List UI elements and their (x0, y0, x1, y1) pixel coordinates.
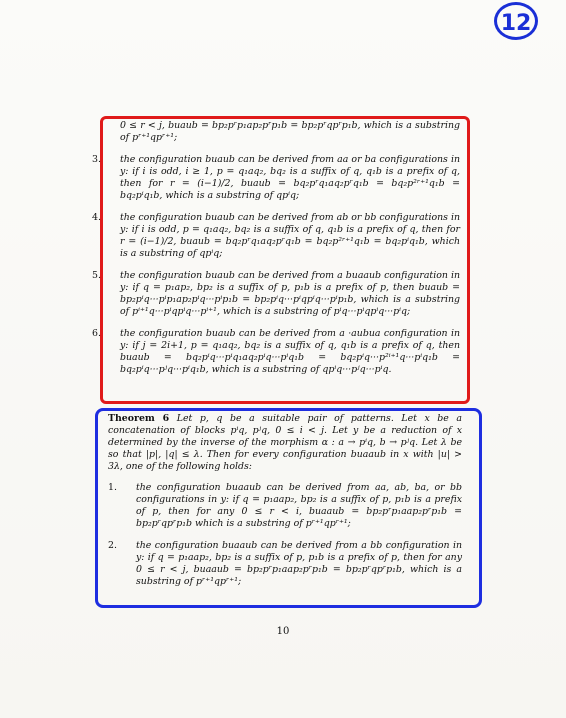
theorem-case-1: 1. the configuration buaaub can be derived from aa, ab, ba, or bb configurations in y: if q = p₁aap₂, bp₂ is a suffix of p, p₁b is a prefix of p, then for any 0 ≤ r < i, buaaub = bp₂pʳp₁aap₂pʳp₁b = bp₂pʳqpʳp₁b which is a substring of pʳ⁺¹qpʳ⁺¹; (108, 482, 462, 529)
handwritten-page-badge: 12 (494, 2, 538, 40)
page-number: 10 (276, 626, 290, 637)
list-item-3: 3. the configuration buaub can be derived from aa or ba configurations in y: if i is odd, i ≥ 1, p = q₁aq₂, bq₂ is a suffix of q, q₁b is a prefix of q, then for r = (i−1)/2, buaub = bq₂pʳq₁aq₂pʳq₁b = bq₂p²ʳ⁺¹q₁b = bq₂pⁱq₁b, which is a substring of qpⁱq; (92, 154, 460, 201)
red-boxed-text (92, 120, 460, 386)
theorem-case-2: 2. the configuration buaaub can be derived from a bb configuration in y: if q = p₁aap₂, bp₂ is a suffix of p, p₁b is a prefix of p, then for any 0 ≤ r < j, buaaub = bp₂pʳp₁aap₂pʳp₁b = bp₂pʳqpʳp₁b, which is a substring of pʳ⁺¹qpʳ⁺¹; (108, 540, 462, 587)
theorem-6: Theorem 6 Let p, q be a suitable pair of patterns. Let x be a concatenation of blocks pⁱq, pʲq, 0 ≤ i < j. Let y be a reduction of x determined by the inverse of the morphism α : a → pⁱq, b → pʲq. Let λ be so that |p|, |q| ≤ λ. Then for every configuration buaaub in x with |u| > 3λ, one of the following holds: (108, 413, 462, 472)
list-item-4: 4. the configuration buaub can be derived from ab or bb configurations in y: if i is odd, p = q₁aq₂, bq₂ is a suffix of q, q₁b is a prefix of q, then for r = (i−1)/2, buaub = bq₂pʳq₁aq₂pʳq₁b = bq₂p²ʳ⁺¹q₁b = bq₂pⁱq₁b, which is a substring of qpⁱq; (92, 212, 460, 259)
list-item-6: 6. the configuration buaub can be derived from a ·aubua configuration in y: if j = 2i+1, p = q₁aq₂, bq₂ is a suffix of q, q₁b is a prefix of q, then buaub = bq₂pⁱq···pⁱq₁aq₂pⁱq···pⁱq₁b = bq₂pⁱq···p²ⁱ⁺¹q···pⁱq₁b = bq₂pⁱq···pʲq···pⁱq₁b, which is a substring of qpⁱq···pʲq···pⁱq. (92, 328, 460, 375)
continuation-paragraph: 0 ≤ r < j, buaub = bp₂pʳp₁ap₂pʳp₁b = bp₂pʳqpʳp₁b, which is a substring of pʳ⁺¹qpʳ⁺¹; (120, 120, 460, 143)
blue-boxed-text (108, 413, 462, 598)
list-item-5: 5. the configuration buaub can be derived from a buaaub configuration in y: if q = p₁ap₂, bp₂ is a suffix of p, p₁b is a prefix of p, then buaub = bp₂pⁱq···pⁱp₁ap₂pⁱq···pⁱp₁b = bp₂pⁱq···pⁱqpⁱq···pⁱp₁b, which is a substring of pⁱ⁺¹q···pⁱqpⁱq···pⁱ⁺¹, which is a substring of pⁱq···pⁱqpⁱq···pⁱq; (92, 270, 460, 317)
